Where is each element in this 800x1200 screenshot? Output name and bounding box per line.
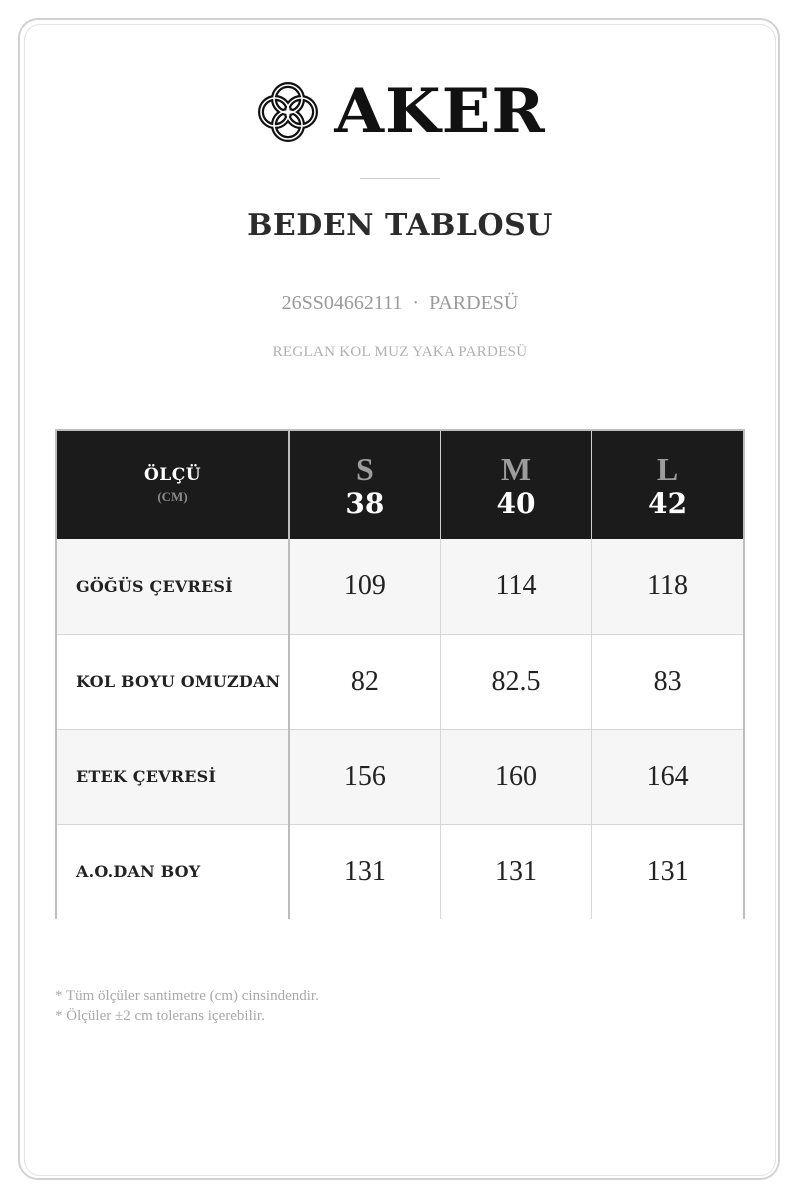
row-label: KOL BOYU OMUZDAN — [57, 634, 289, 729]
cell-value: 82 — [289, 634, 440, 729]
size-letter: L — [656, 451, 679, 488]
row-label: GÖĞÜS ÇEVRESİ — [57, 539, 289, 634]
brand-name: AKER — [334, 75, 546, 148]
cell-value: 83 — [592, 634, 743, 729]
cell-value: 131 — [289, 824, 440, 919]
size-number: 38 — [345, 487, 385, 520]
footnote: * Tüm ölçüler santimetre (cm) cinsindendir. — [55, 988, 319, 1004]
cell-value: 114 — [440, 539, 591, 634]
cell-value: 164 — [592, 729, 743, 824]
product-description: REGLAN KOL MUZ YAKA PARDESÜ — [272, 344, 528, 360]
unit-label: (CM) — [157, 489, 188, 504]
footnotes — [55, 986, 319, 1026]
footnote: * Ölçüler ±2 cm tolerans içerebilir. — [55, 1008, 265, 1024]
size-letter: M — [500, 451, 532, 488]
size-header-l — [592, 431, 743, 539]
separator: · — [412, 292, 420, 314]
table-header-row — [57, 431, 743, 539]
cell-value: 118 — [592, 539, 743, 634]
cell-value: 131 — [440, 824, 591, 919]
cell-value: 109 — [289, 539, 440, 634]
size-header-s — [289, 431, 440, 539]
size-table — [55, 429, 745, 919]
product-category: PARDESÜ — [429, 292, 519, 314]
product-info — [0, 292, 800, 315]
size-letter: S — [356, 451, 374, 488]
page-title: BEDEN TABLOSU — [247, 208, 553, 243]
measurement-label: ÖLÇÜ — [143, 465, 202, 485]
brand-logo — [0, 75, 800, 148]
size-number: 42 — [648, 487, 688, 520]
aker-knot-icon — [254, 78, 322, 146]
table-row — [57, 539, 743, 634]
measurement-header — [57, 431, 289, 539]
table-row — [57, 824, 743, 919]
row-label: ETEK ÇEVRESİ — [57, 729, 289, 824]
cell-value: 82.5 — [440, 634, 591, 729]
product-code: 26SS04662111 — [281, 292, 403, 314]
table-row — [57, 729, 743, 824]
table-row — [57, 634, 743, 729]
cell-value: 160 — [440, 729, 591, 824]
size-header-m — [440, 431, 591, 539]
title-divider — [360, 178, 440, 179]
cell-value: 156 — [289, 729, 440, 824]
size-number: 40 — [496, 487, 536, 520]
row-label: A.O.DAN BOY — [57, 824, 289, 919]
cell-value: 131 — [646, 855, 689, 887]
